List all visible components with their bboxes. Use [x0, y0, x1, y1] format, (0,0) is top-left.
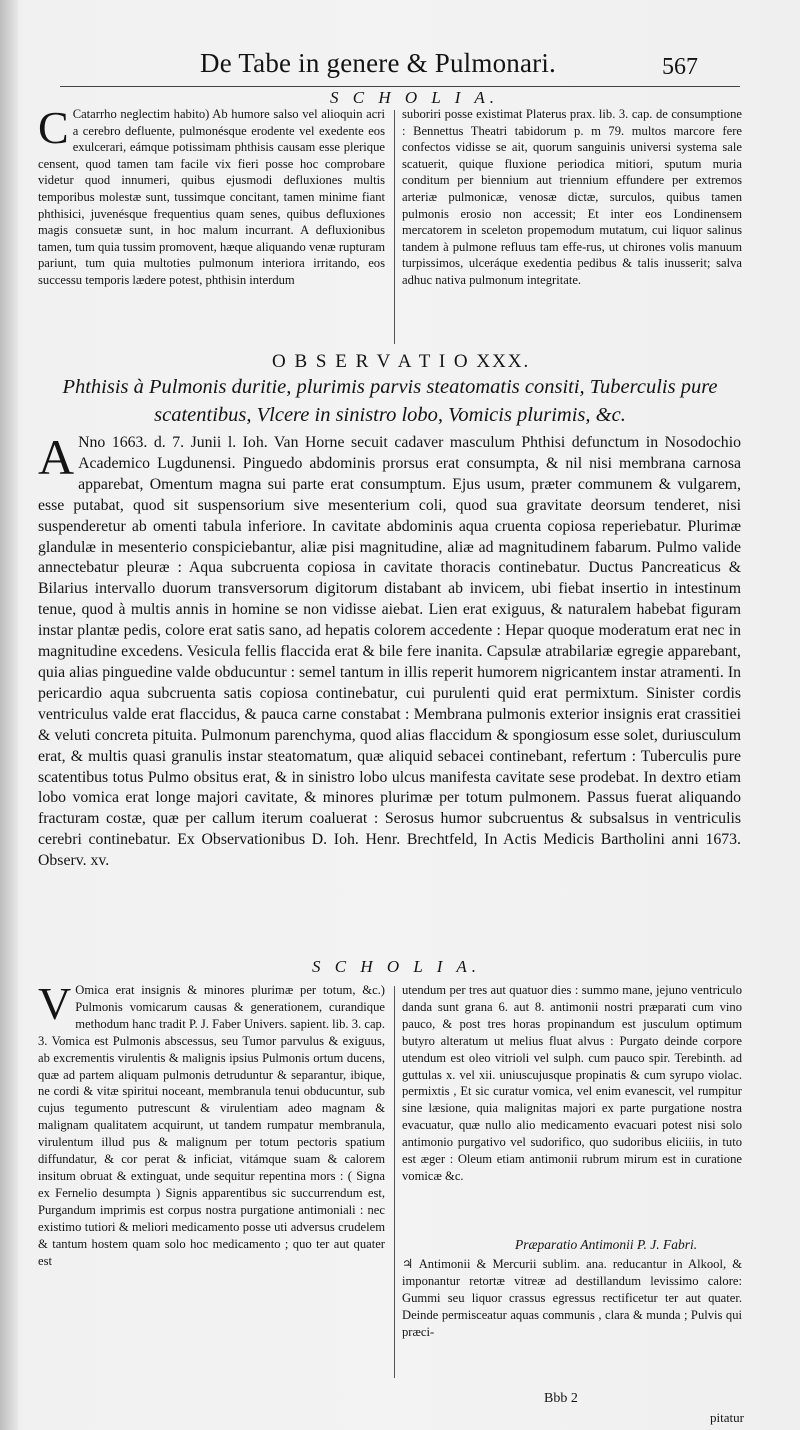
observation-text: Nno 1663. d. 7. Junii l. Ioh. Van Horne secuit cadaver masculum Phthisi defunctum in Nosodochio Academico Lugdunensi. Pinguedo abdominis prorsus erat consumpta, & nil nisi membrana carnosa apparebat, Omentum magna sui parte erat consumptum. Ejus usum, præter communem & vulgarem, esse putabat, quod sit suspensorium sive mesenterium coli, quod sua gravitate deorsum tenderet, nisi suspenderetur ab omenti tabula inferiore. In cavitate abdominis aqua cruenta copiosa reperiebatur. Plurimæ glandulæ in mesenterio conspiciebantur, aliæ pisi magnitudine, aliæ ad magnitudinem fabarum. Pulmo valide annectebatur pleuræ : Aqua subcruenta copiosa in cavitate thoracis continebatur. Ductus Pancreaticus & Bilarius intervallo duorum transversorum digitorum distabant ab invicem, ubi fiebat insertio in intestinum tenue, quod à multis annis in homine se non vidisse aiebat. Lien erat exiguus, & naturalem habebat figuram instar plantæ pedis, colore erat satis sano, ad hepatis colorem accedente : Hepar quoque moderatum erat nec in magnitudine excedens. Vesicula fellis flaccida erat & bile fere inanita. Capsulæ atrabilariæ egregie apparebant, quia alias pinguedine valde obducuntur : semel tantum in illis reperit humorem nigricantem instar atramenti. In pericardio aqua subcruenta satis copiosa continebatur, cui purulenti quid erat permixtum. Sinister cordis ventriculus valde erat flaccidus, & pauca carne constabat : Membrana pulmonis exterior insignis erat crassitiei & veluti concreta pituita. Pulmonum parenchyma, quod alias flaccidum & spongiosum esse solet, duriusculum erat, & multis quasi granulis instar steatomatum, quæ aliquid sebacei continebant, refertum : Tuberculis pure scatentibus totus Pulmo obsitus erat, & in sinistro lobo ulcus manifesta cavitate sese prodebat. In dextro etiam lobo vomica erat longe majori cavitate, & minores plurimæ per totum pulmonem. Passus fuerat aliquando fracturam costæ, quæ per callum iterum coaluerat : Serosus humor subcruentus & subsalsus in ventriculis cerebri continebatur. Ex Observationibus D. Ioh. Henr. Brechtfeld, In Actis Medicis Bartholini anni 1673. Observ. xv.	[38, 434, 741, 870]
signature-mark: Bbb 2	[544, 1391, 578, 1406]
scholia-right-column	[402, 106, 742, 289]
catchword: pitatur	[710, 1410, 744, 1425]
column-divider-2	[394, 986, 395, 1378]
observation-heading: O B S E R V A T I O XXX.	[272, 351, 531, 372]
scholia-heading: S C H O L I A.	[330, 88, 500, 107]
scholia2-left-text: Omica erat insignis & minores plurimæ per totum, &c.) Pulmonis vomicarum causas & generationem, curandique methodum hanc tradit P. J. Faber Univers. sapient. lib. 3. cap. 3. Vomica est Pulmonis abscessus, seu Tumor parvulus & exiguus, ab excrementis virulentis & malignis ipsius Pulmonis ortum ducens, quæ ad partem aliquam pulmonis detruduntur & separantur, ibique, ne cordi & vitæ spiritui noceant, membranula tenui obducuntur, sub cujus tegumento putrescunt & virulentiam adeo magnam & malignam qualitatem acquirunt, ut tandem rumpatur membranula, virulentum illud pus & malignum per totum pectoris spatium diffundatur, & cor perat & inficiat, vitámque suam & calorem insitum obruat & extinguat, unde sequitur repentina mors : ( Signa ex Fernelio desumpta ) Signis apparentibus sic succurrendum est, Purgandum imprimis est corpus nostra purgatione antimoniali : nec existimo tutiori & meliori medicamento posse uti adversus crudelem & tantum hostem quam solo hoc medicamento ; quo ter aut quater est	[38, 983, 385, 1268]
preparation-text: ♃ Antimonii & Mercurii sublim. ana. reducantur in Alkool, & imponantur retortæ vitreæ ad destillandum levissimo calore: Gummi seu liquor crassus egressus rectificetur ter aut quater. Deinde permisceatur aquas communis , clara & munda ; Pulvis qui præci-	[402, 1257, 742, 1339]
observation-body	[38, 429, 741, 872]
drop-cap-c: C	[38, 102, 69, 153]
scholia2-right-text: utendum per tres aut quatuor dies : summo mane, jejuno ventriculo danda sunt grana 6. aut 8. antimonii nostri præparati cum vino pauco, & post tres horas propinandum est jusculum optimum butyro alteratum ut melius fluat alvus : Purgato deinde corpore utendum est oleo vitrioli vel sulph. cum pauco spir. Terebinth. ad guttulas x. vel xii. uniuscujusque propinatis & cum syrupo violac. permixtis , Et sic curatur vomica, vel enim evanescit, vel rumpitur sine læsione, quia malignitas majori ex parte purgatione nostra evacuatur, quæ nullo alio medicamento evacuari potest nisi solo antimonio purgativo vel sudorifico, quo sudoribus eliciiis, in tuto est æger : Oleum etiam antimonii rubrum mirum est in curatione vomicæ &c.	[402, 983, 742, 1183]
observation-title: Phthisis à Pulmonis duritie, plurimis parvis steatomatis consiti, Tuberculis pure scatentibus, Vlcere in sinistro lobo, Vomicis plurimis, &c.	[62, 376, 718, 426]
running-title: De Tabe in genere & Pulmonari.	[200, 48, 557, 78]
scholia-heading-2: S C H O L I A.	[312, 957, 482, 976]
column-divider	[394, 110, 395, 344]
preparation-heading: Præparatio Antimonii P. J. Fabri.	[515, 1237, 698, 1252]
scholia-right-text: suboriri posse existimat Platerus prax. lib. 3. cap. de consumptione : Bennettus Theatri tabidorum p. m 79. multos marcore fere confectos vidisse se ait, quorum sanguinis universi systema sale scatuerit, quique fluxione periodica mitiori, sputum muria conditum per biennium aut triennium effundere per extremos arteriæ pulmonicæ, venosæ dictæ, surculos, quibus tamen pulmonis erosio non accessit; Et inter eos Londinensem mercatorem in sceleton propemodum mutatum, cui liquor salinus tandem à pulmone refluus tam effe-rus, ut chirones volis manuum turpissimos, ulceráque exedentia pedibus & talis inusserit; salva adhuc nativa pulmonum integritate.	[402, 107, 742, 287]
scholia2-left-column	[38, 978, 385, 1269]
drop-cap-v: V	[38, 978, 72, 1029]
page-number: 567	[662, 54, 698, 80]
header-rule	[60, 86, 740, 87]
drop-cap-a: A	[38, 429, 75, 485]
scholia-left-text: Catarrho neglectim habito) Ab humore salso vel alioquin acri a cerebro defluente, pulmonésque erodente vel exedente eos exulcerari, eámque potissimam phthisis causam esse plerique censent, quod tamen tam facile vix fieri posse hoc comprobare videtur quod innumeri, quibus ejusmodi defluxiones multis temporibus molestæ sunt, tussimque concitant, tamen minime fiant phthisici, juvenésque frequentius quam senes, quibus defluxiones magis consuetæ sunt, in hoc malum incurrant. A defluxionibus tamen, tum quia tussim promovent, hæque aliquando venæ rupturam pariunt, tum quia multoties pulmonum interiora irritando, eos successu temporis lædere potest, phthisin interdum	[38, 107, 385, 287]
preparation-text-block	[402, 1256, 742, 1341]
binding-gutter	[0, 0, 18, 1430]
scholia-left-column	[38, 102, 385, 289]
scholia2-right-column	[402, 982, 742, 1185]
